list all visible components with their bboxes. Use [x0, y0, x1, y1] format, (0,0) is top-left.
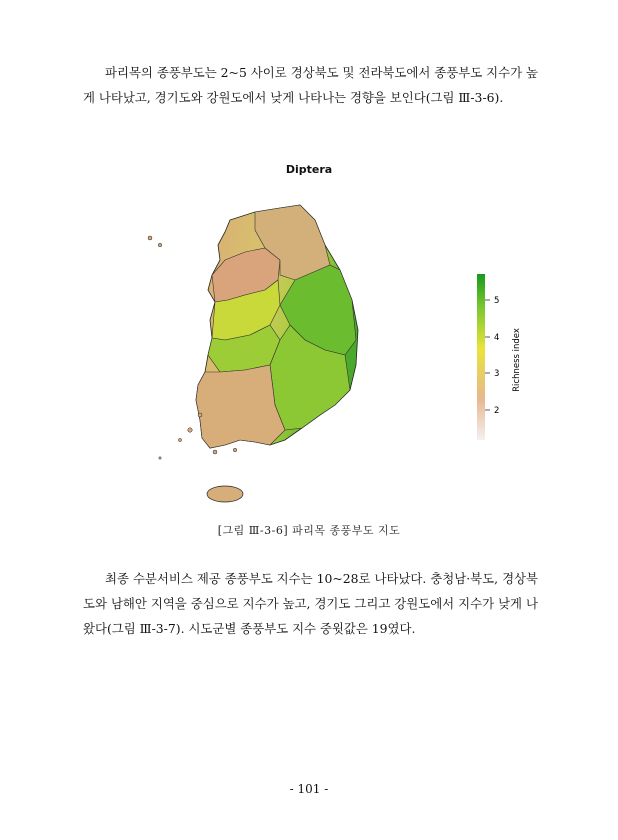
richness-legend	[470, 270, 540, 445]
figure-title: Diptera	[285, 163, 333, 176]
legend-tick-3: 3	[494, 369, 500, 379]
figure-caption: [그림 Ⅲ-3-6] 파리목 종풍부도 지도	[217, 524, 401, 537]
legend-tick-5: 5	[494, 296, 500, 306]
legend-colorbar	[477, 274, 485, 440]
jeju-region	[207, 486, 243, 502]
page-number: - 101 -	[289, 782, 329, 796]
legend-tick-2: 2	[494, 406, 500, 416]
legend-label: Richness index	[512, 328, 522, 392]
body-paragraph-1: 파리목의 종풍부도는 2~5 사이로 경상북도 및 전라북도에서 종풍부도 지수가 높게 나타났고, 경기도와 강원도에서 낮게 나타나는 경향을 보인다(그림 Ⅲ-3-6).	[83, 65, 538, 105]
jeonnam-region	[196, 365, 285, 448]
legend-tick-4: 4	[494, 333, 500, 343]
richness-map	[130, 190, 370, 510]
body-paragraph-2: 최종 수분서비스 제공 종풍부도 지수는 10~28로 나타났다. 충청남·북도, 경상북도와 남해안 지역을 중심으로 지수가 높고, 경기도 그리고 강원도에서 지수가 낮게 나왔다(그림 Ⅲ-3-7). 시도군별 종풍부도 지수 중윗값은 19였다.	[83, 571, 538, 636]
